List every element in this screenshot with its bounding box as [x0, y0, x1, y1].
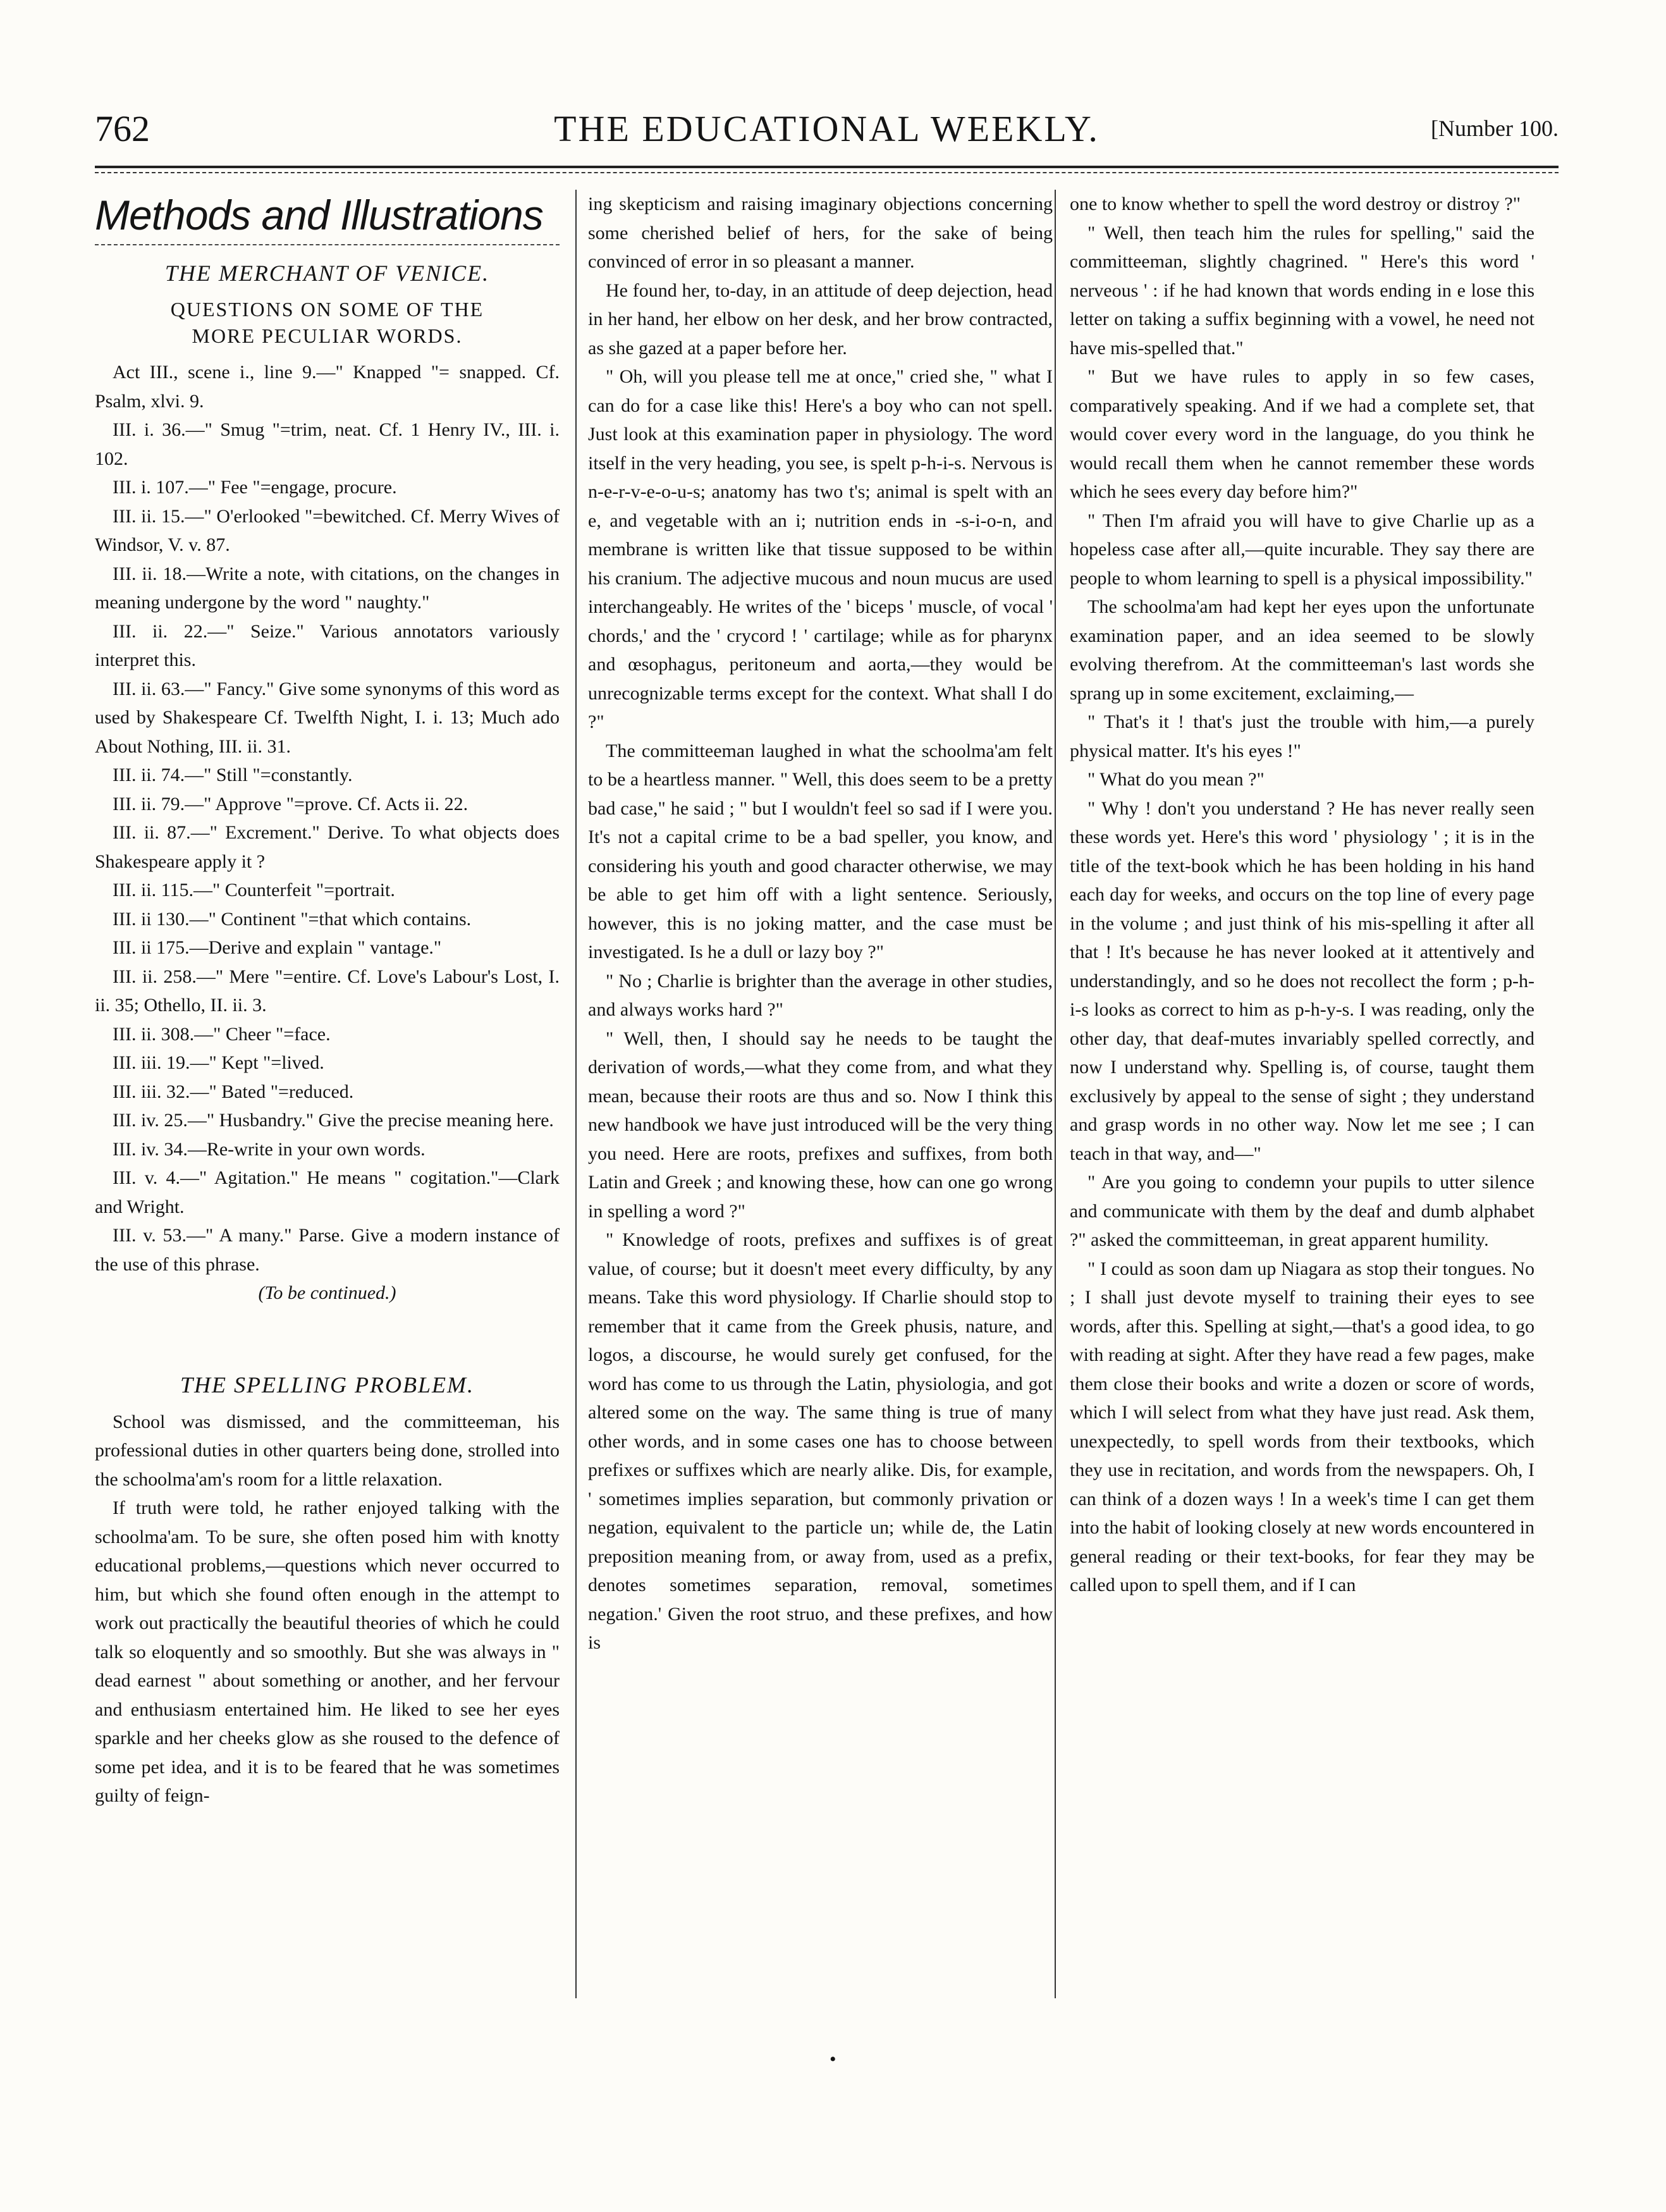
column-2 [588, 190, 1053, 1657]
question-item: III. iv. 25.—" Husbandry." Give the precise meaning here. [113, 1110, 554, 1131]
page-number: 762 [95, 108, 150, 149]
body-paragraph: " Are you going to condemn your pupils to utter silence and communicate with them by the deaf and dumb alphabet ?" asked the committeeman, in great apparent humility. [1070, 1172, 1534, 1250]
body-paragraph: " Well, then, I should say he needs to be taught the derivation of words,—what they come from, and what they mean, because their roots are thus and so. Now I think this new handbook we have just introduced will be the very thing you need. Here are roots, prefixes and suffixes, from both Latin and Greek ; and knowing these, how can one go wrong in spelling a word ?" [588, 1028, 1053, 1222]
spelling-title: THE SPELLING PROBLEM. [180, 1372, 474, 1398]
question-item: III. ii. 87.—" Excrement." Derive. To what objects does Shakespeare apply it ? [95, 822, 560, 872]
column-3 [1070, 190, 1534, 1600]
body-paragraph: " Then I'm afraid you will have to give Charlie up as a hopeless case after all,—quite incurable. They say there are people to whom learning to spell is a physical impossibility." [1070, 510, 1534, 589]
question-item: III. ii 130.—" Continent "=that which contains. [113, 908, 472, 930]
question-item: III. iii. 19.—" Kept "=lived. [113, 1052, 324, 1073]
body-paragraph: School was dismissed, and the committeeman, his professional duties in other quarters being done, strolled into the schoolma'am's room for a little relaxation. [95, 1411, 560, 1490]
running-header [95, 108, 1559, 158]
merchant-subtitle [95, 296, 560, 349]
question-item: III. ii. 115.—" Counterfeit "=portrait. [113, 880, 395, 900]
question-item: III. ii. 74.—" Still "=constantly. [113, 765, 353, 785]
body-paragraph: The committeeman laughed in what the schoolma'am felt to be a heartless manner. " Well, this does seem to be a pretty bad case," he said ; " but I wouldn't feel so sad if I were you. It's not a capital crime to be a bad speller, you know, and considering his youth and good character otherwise, we may be able to get him off with a light sentence. Seriously, however, this is no joking matter, and the case must be investigated. Is he a dull or lazy boy ?" [588, 740, 1053, 962]
merchant-subtitle-line-2: MORE PECULIAR WORDS. [192, 324, 463, 347]
journal-title: THE EDUCATIONAL WEEKLY. [554, 108, 1099, 149]
body-paragraph: He found her, to-day, in an attitude of deep dejection, head in her hand, her elbow on her desk, and her brow contracted, as she gazed at a paper before her. [588, 280, 1053, 359]
body-paragraph: " Knowledge of roots, prefixes and suffixes is of great value, of course; but it doesn't meet every difficulty, by any means. Take this word physiology. If Charlie should stop to remember that it came from the Greek phusis, nature, and logos, a discourse, he would surely get confused, for the word has come to us through the Latin, physiologia, and got altered some on the way. The same thing is true of many other words, and in some cases one has to choose between prefixes or suffixes which are nearly alike. Dis, for example, ' sometimes implies separation, but commonly privation or negation, equivalent to the particle un; while de, the Latin preposition meaning from, or away from, used as a prefix, denotes sometimes separation, removal, sometimes negation.' Given the root struo, and these prefixes, and how is [588, 1229, 1053, 1653]
section-title: Methods and Illustrations [95, 192, 543, 238]
body-paragraph: If truth were told, he rather enjoyed talking with the schoolma'am. To be sure, she often posed him with knotty educational problems,—questions which never occurred to him, but which she found often enough in the attempt to work out practically the beautiful theories of which he could talk so eloquently and so smoothly. But she was always in " dead earnest " about something or another, and her fervour and enthusiasm entertained him. He liked to see her eyes sparkle and her cheeks glow as she roused to the defence of some pet idea, and it is to be feared that he was sometimes guilty of feign- [95, 1497, 560, 1806]
to-be-continued: (To be continued.) [258, 1282, 396, 1303]
body-paragraph: ing skepticism and raising imaginary objections concerning some cherished belief of hers, for the sake of being convinced of error in so pleasant a manner. [588, 194, 1053, 272]
body-paragraph: " Well, then teach him the rules for spelling," said the committeeman, slightly chagrined. " Here's this word ' nerveous ' : if he had known that words ending in e lose this letter on taking a suffix beginning with a vowel, he need not have mis-spelled that." [1070, 222, 1534, 359]
question-item: III. v. 4.—" Agitation." He means " cogitation."—Clark and Wright. [95, 1167, 560, 1217]
question-item: III. i. 107.—" Fee "=engage, procure. [113, 477, 397, 498]
body-paragraph: " No ; Charlie is brighter than the average in other studies, and always works hard ?" [588, 970, 1053, 1020]
question-item: Act III., scene i., line 9.—" Knapped "= snapped. Cf. Psalm, xlvi. 9. [95, 362, 560, 412]
question-item: III. ii. 18.—Write a note, with citations, on the changes in meaning undergone by the word " naughty." [95, 563, 560, 613]
question-item: III. ii. 79.—" Approve "=prove. Cf. Acts ii. 22. [113, 793, 469, 814]
body-paragraph: " That's it ! that's just the trouble with him,—a purely physical matter. It's his eyes !" [1070, 711, 1534, 761]
section-rule [95, 244, 560, 245]
question-item: III. v. 53.—" A many." Parse. Give a modern instance of the use of this phrase. [95, 1225, 560, 1275]
column-divider-2 [1055, 190, 1056, 1998]
question-item: III. ii. 22.—" Seize." Various annotators variously interpret this. [95, 620, 560, 670]
merchant-questions [95, 358, 560, 1279]
merchant-subtitle-line-1: QUESTIONS ON SOME OF THE [170, 298, 484, 321]
body-paragraph: " What do you mean ?" [1087, 769, 1265, 790]
issue-number: [Number 100. [1431, 116, 1559, 141]
question-item: III. ii. 15.—" O'erlooked "=bewitched. Cf. Merry Wives of Windsor, V. v. 87. [95, 505, 560, 555]
column-divider-1 [575, 190, 577, 1998]
question-item: III. ii. 308.—" Cheer "=face. [113, 1023, 331, 1045]
body-paragraph: one to know whether to spell the word destroy or distroy ?" [1070, 194, 1521, 214]
question-item: III. iv. 34.—Re-write in your own words. [113, 1138, 426, 1160]
body-paragraph: " Why ! don't you understand ? He has never really seen these words yet. Here's this word ' physiology ' ; it is in the title of the text-book which he has been holding in his hand each day for weeks, and occurs on the top line of every page in the volume ; and just think of his mis-spelling it after all that ! It's because he has never looked at it attentively and understandingly, and so he does not recollect the form ; p-h-i-s looks as correct to him as p-h-y-s. I was reading, only the other day, that deaf-mutes invariably spelled correctly, and now I understand why. Spelling is, of course, taught them exclusively by appeal to the sense of sight ; they understand and grasp words in no other way. Now let me see ; I can teach in that way, and—" [1070, 797, 1534, 1164]
question-item: III. iii. 32.—" Bated "=reduced. [113, 1081, 354, 1102]
header-rule-dashed [95, 172, 1559, 173]
print-mark: • [830, 2049, 836, 2070]
header-rule [95, 166, 1559, 168]
body-paragraph: " I could as soon dam up Niagara as stop their tongues. No ; I shall just devote myself to training their eyes to see words, after this. Spelling at sight,—that's a good idea, to go with reading at sight. After they have read a few pages, make them close their books and write a dozen or score of words, which I will select from what they have just read. Ask them, unexpectedly, to spell words from their textbooks, which they use in recitation, and words from the newspapers. Oh, I can think of a dozen ways ! In a week's time I can get them into the habit of looking closely at new words encountered in general reading or their text-books, for fear they may be called upon to spell them, and if I can [1070, 1258, 1534, 1595]
question-item: III. ii. 258.—" Mere "=entire. Cf. Love's Labour's Lost, I. ii. 35; Othello, II. ii. 3. [95, 966, 560, 1016]
merchant-title: THE MERCHANT OF VENICE. [164, 261, 490, 286]
body-paragraph: " Oh, will you please tell me at once," cried she, " what I can do for a case like this! Here's a boy who can not spell. Just look at this examination paper in physiology. The word itself in the very heading, you see, is spelt p-h-i-s. Nervous is n-e-r-v-e-o-u-s; anatomy has two t's; animal is spelt with an e, and vegetable with an i; nutrition ends in -s-i-o-n, and membrane is written like that tissue supposed to be within his cranium. The adjective mucous and noun mucus are used interchangeably. He writes of the ' biceps ' muscle, of vocal ' chords,' and the ' crycord ! ' cartilage; while as for pharynx and œsophagus, peritoneum and aorta,—they would be unrecognizable terms except for the context. What shall I do ?" [588, 366, 1053, 732]
question-item: III. i. 36.—" Smug "=trim, neat. Cf. 1 Henry IV., III. i. 102. [95, 419, 560, 469]
question-item: III. ii 175.—Derive and explain " vantage." [113, 937, 442, 958]
question-item: III. ii. 63.—" Fancy." Give some synonyms of this word as used by Shakespeare Cf. Twelfth Night, I. i. 13; Much ado About Nothing, III. ii. 31. [95, 678, 560, 757]
body-paragraph: " But we have rules to apply in so few cases, comparatively speaking. And if we had a complete set, that would cover every word in the language, do you think he would recall them when he cannot remember these words which he sees every day before him?" [1070, 366, 1534, 502]
body-paragraph: The schoolma'am had kept her eyes upon the unfortunate examination paper, and an idea seemed to be slowly evolving therefrom. At the committeeman's last words she sprang up in some excitement, exclaiming,— [1070, 596, 1534, 704]
column-1 [95, 190, 560, 1810]
